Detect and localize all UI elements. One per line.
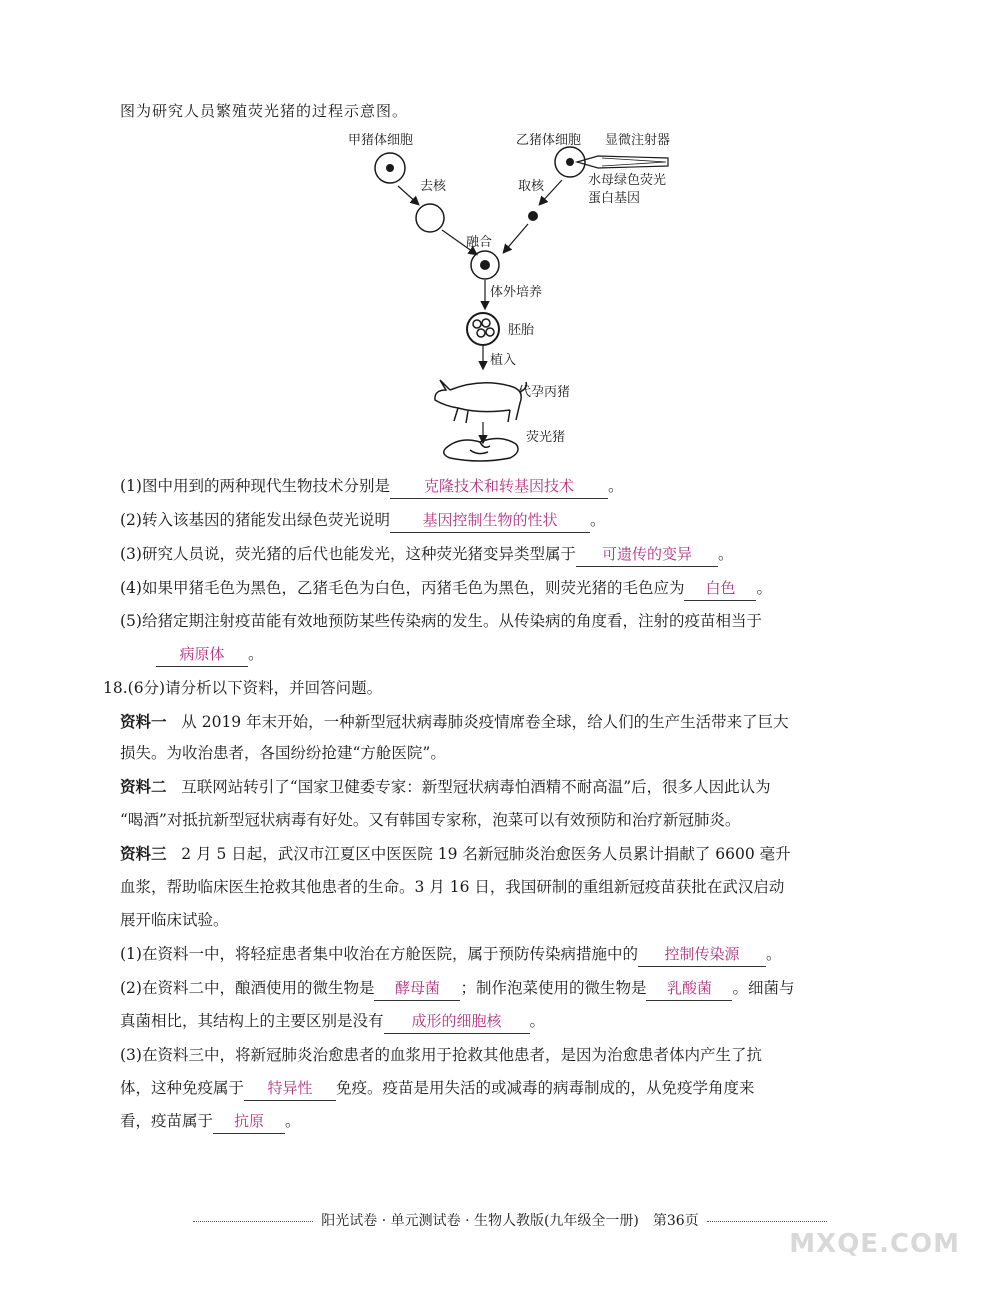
take-nucleus-label: 取核: [518, 179, 545, 194]
watermark: MXQE.COM: [789, 1229, 960, 1259]
material-2-line2: “喝酒”对抵抗新型冠状病毒有好处。又有韩国专家称，泡菜可以有效预防和治疗新冠肺炎。: [120, 811, 741, 829]
q18-header: 18.(6分)请分析以下资料，并回答问题。: [103, 679, 383, 697]
answer-blank[interactable]: 酵母菌: [374, 976, 460, 1001]
q18-part3-line1: (3)在资料三中，将新冠肺炎治愈患者的血浆用于抢救其他患者，是因为治愈患者体内产生了抗: [120, 1046, 762, 1064]
fluorescent-pig-process-diagram: [330, 128, 700, 468]
q17-part1: (1)图中用到的两种现代生物技术分别是 克隆技术和转基因技术 。: [120, 474, 910, 499]
answer-blank[interactable]: 克隆技术和转基因技术: [390, 474, 608, 499]
answer-blank[interactable]: 乳酸菌: [646, 976, 732, 1001]
embryo-icon: [467, 313, 499, 345]
answer-blank[interactable]: 成形的细胞核: [384, 1009, 530, 1034]
surrogate-label: 代孕丙猪: [518, 385, 571, 400]
jia-cell-label: 甲猪体细胞: [348, 133, 414, 148]
culture-label: 体外培养: [490, 285, 543, 300]
answer-blank[interactable]: 白色: [684, 576, 756, 601]
gene-label-line1: 水母绿色荧光: [588, 173, 667, 188]
gene-label-line2: 蛋白基因: [588, 191, 641, 206]
answer-blank[interactable]: 特异性: [244, 1076, 336, 1101]
q18-part1: (1)在资料一中，将轻症患者集中收治在方舱医院，属于预防传染病措施中的 控制传染源 。: [120, 942, 910, 967]
material-3-line2: 血浆，帮助临床医生抢救其他患者的生命。3 月 16 日，我国研制的重组新冠疫苗获批在武汉启动: [120, 878, 785, 896]
q18-part2-line1: (2)在资料二中，酿酒使用的微生物是 酵母菌 ；制作泡菜使用的微生物是 乳酸菌 。细菌与: [120, 976, 910, 1001]
fluorescent-piglets-icon: [444, 438, 518, 461]
isolated-nucleus-icon: [528, 211, 538, 221]
remove-nucleus-label: 去核: [420, 179, 447, 194]
answer-blank[interactable]: 基因控制生物的性状: [390, 508, 590, 533]
yi-cell-icon: [555, 147, 585, 177]
injector-label: 显微注射器: [605, 133, 671, 148]
answer-blank[interactable]: 病原体: [156, 642, 248, 667]
q17-part3: (3)研究人员说，荧光猪的后代也能发光，这种荧光猪变异类型属于 可遗传的变异 。: [120, 542, 910, 567]
implant-label: 植入: [490, 353, 517, 368]
q17-part2: (2)转入该基因的猪能发出绿色荧光说明 基因控制生物的性状 。: [120, 508, 910, 533]
fuse-label: 融合: [466, 235, 493, 250]
material-1-line1: 资料一 从 2019 年末开始，一种新型冠状病毒肺炎疫情席卷全球，给人们的生产生活带来了巨大: [120, 712, 789, 731]
material-3-line1: 资料三 2 月 5 日起，武汉市江夏区中医医院 19 名新冠肺炎治愈医务人员累计捐献了 6600 毫升: [120, 844, 791, 863]
yi-cell-label: 乙猪体细胞: [516, 133, 582, 148]
material-2-line1: 资料二 互联网站转引了“国家卫健委专家：新型冠状病毒怕酒精不耐高温”后，很多人因此认为: [120, 777, 771, 796]
enucleated-cell-icon: [416, 204, 444, 232]
answer-blank[interactable]: 抗原: [213, 1109, 285, 1134]
answer-blank[interactable]: 控制传染源: [638, 942, 766, 967]
q18-part2-line2: 真菌相比，其结构上的主要区别是没有 成形的细胞核 。: [120, 1009, 910, 1034]
page-footer: 阳光试卷 · 单元测试卷 · 生物人教版(九年级全一册) 第36页: [115, 1210, 905, 1230]
material-1-line2: 损失。为收治患者，各国纷纷抢建“方舱医院”。: [120, 744, 446, 762]
q18-part3-line2: 体，这种免疫属于 特异性 免疫。疫苗是用失活的或减毒的病毒制成的，从免疫学角度来: [120, 1076, 910, 1101]
micro-injector-icon: [577, 156, 668, 168]
answer-blank[interactable]: 可遗传的变异: [576, 542, 718, 567]
fluorescent-pig-label: 荧光猪: [526, 430, 566, 445]
q18-part3-line3: 看，疫苗属于 抗原 。: [120, 1109, 910, 1134]
jia-cell-icon: [375, 153, 405, 183]
embryo-label: 胚胎: [508, 323, 535, 338]
material-3-line3: 展开临床试验。: [120, 911, 229, 929]
fused-cell-icon: [471, 251, 499, 279]
surrogate-pig-icon: [435, 380, 526, 423]
q17-part5-line2: 病原体 。: [156, 642, 946, 667]
q17-part4: (4)如果甲猪毛色为黑色，乙猪毛色为白色，丙猪毛色为黑色，则荧光猪的毛色应为 白色 。: [120, 576, 910, 601]
q17-part5-line1: (5)给猪定期注射疫苗能有效地预防某些传染病的发生。从传染病的角度看，注射的疫苗相当于: [120, 612, 762, 630]
diagram-intro: 图为研究人员繁殖荧光猪的过程示意图。: [120, 102, 409, 120]
